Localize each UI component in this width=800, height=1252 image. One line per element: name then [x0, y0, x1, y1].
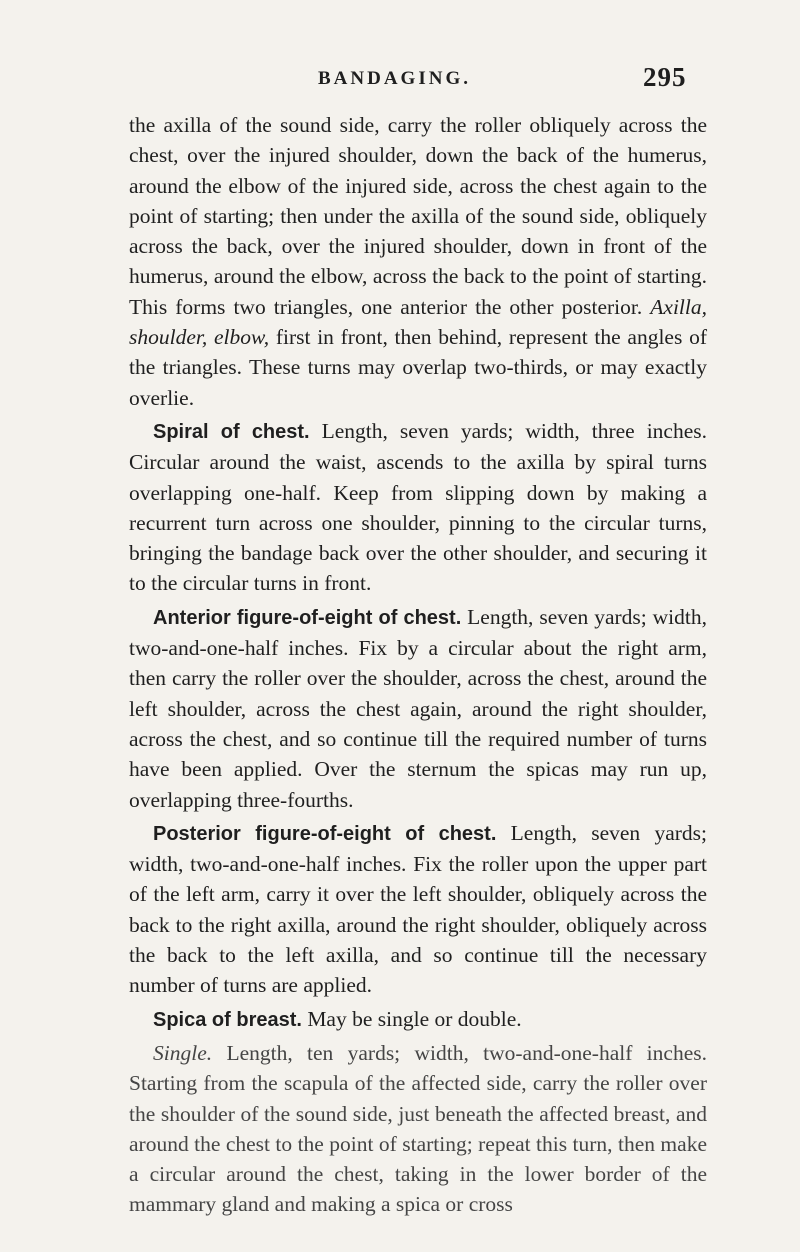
paragraph-text: May be single or double. [301, 1006, 522, 1031]
paragraph-text: Length, ten yards; width, two-and-one-half inches. Starting from the scapula of the affected side, carry the roller over the shoulder of the sound side, just beneath the affected breast, and around the chest to the point of starting; repeat this turn, then make a circular around the chest, taking in the lower border of the mammary gland and making a spica or cross [129, 1040, 707, 1217]
paragraph-continuation [129, 110, 707, 413]
italic-term: Single. [153, 1040, 213, 1065]
body-text [129, 110, 707, 1220]
section-heading: Spiral of chest. [153, 420, 310, 443]
paragraph-text: Length, seven yards; width, two-and-one-half inches. Fix the roller upon the upper part of the left arm, carry it over the left shoulder, obliquely across the back to the right axilla, around the right shoulder, obliquely across the back to the left axilla, and so continue till the necessary number of turns are applied. [129, 820, 707, 998]
running-head: BANDAGING. [318, 68, 471, 89]
paragraph-text: first in front, then behind, represent the angles of the triangles. These turns may overlap two-thirds, or may exactly overlie. [129, 325, 707, 410]
italic-term: Axilla, shoulder, elbow, [129, 294, 707, 350]
paragraph-spica-of-breast [129, 1004, 707, 1035]
section-heading: Posterior figure-of-eight of chest. [153, 822, 497, 845]
page-number: 295 [643, 62, 687, 92]
paragraph-anterior-figure-of-eight [129, 602, 707, 815]
paragraph-text: Length, seven yards; width, two-and-one-half inches. Fix by a circular about the right arm, then carry the roller over the shoulder, across the chest, around the left shoulder, across the chest again, around the right shoulder, across the chest, and so continue till the required number of turns have been applied. Over the sternum the spicas may run up, overlapping three-fourths. [129, 604, 707, 812]
paragraph-spiral-of-chest [129, 416, 707, 599]
paragraph-single-spica [129, 1038, 707, 1220]
paragraph-text: Length, seven yards; width, three inches. Circular around the waist, ascends to the axilla by spiral turns overlapping one-half. Keep from slipping down by making a recurrent turn across one shoulder, pinning to the circular turns, bringing the bandage back over the other shoulder, and securing it to the circular turns in front. [129, 418, 708, 596]
section-heading: Spica of breast. [153, 1008, 302, 1031]
page-header [0, 62, 800, 102]
section-heading: Anterior figure-of-eight of chest. [153, 606, 462, 629]
paragraph-posterior-figure-of-eight [129, 818, 707, 1001]
paragraph-text: the axilla of the sound side, carry the roller obliquely across the chest, over the injured shoulder, down the back of the humerus, around the elbow of the injured side, across the chest again to the point of starting; then under the axilla of the sound side, obliquely across the back, over the injured shoulder, down in front of the humerus, around the elbow, across the back to the point of starting. This forms two triangles, one anterior the other posterior. [129, 113, 707, 319]
